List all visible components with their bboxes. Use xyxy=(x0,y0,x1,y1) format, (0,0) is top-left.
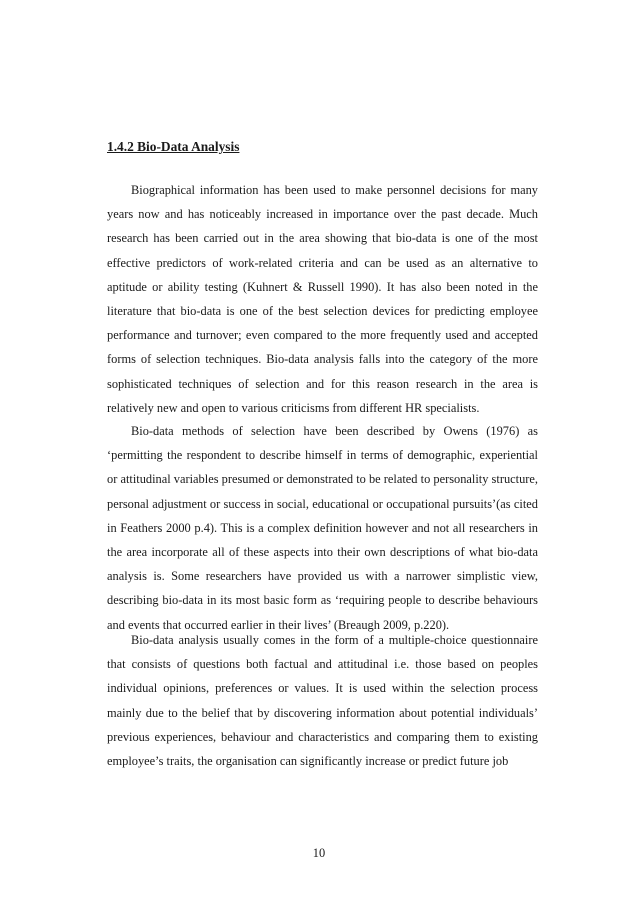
paragraph-biographical-information: Biographical information has been used to make personnel decisions for many years now and has noticeably increased in importance over the past decade. Much research has been carried out in the area showing that bio-data is one of the most effective predictors of work-related criteria and can be used as an alternative to aptitude or ability testing (Kuhnert & Russell 1990). It has also been noted in the literature that bio-data is one of the best selection devices for predicting employee performance and turnover; even compared to the more frequently used and accepted forms of selection techniques. Bio-data analysis falls into the category of the more sophisticated techniques of selection and for this reason research in the area is relatively new and open to various criticisms from different HR specialists. xyxy=(107,183,538,415)
paragraph-biodata-methods: Bio-data methods of selection have been described by Owens (1976) as ‘permitting the respondent to describe himself in terms of demographic, experiential or attitudinal variables presumed or demonstrated to be related to personality structure, personal adjustment or success in social, educational or occupational pursuits’(as cited in Feathers 2000 p.4). This is a complex definition however and not all researchers in the area incorporate all of these aspects into their own descriptions of what bio-data analysis is. Some researchers have provided us with a narrower simplistic view, describing bio-data in its most basic form as ‘requiring people to describe behaviours and events that occurred earlier in their lives’ (Breaugh 2009, p.220). xyxy=(107,424,538,632)
section-heading: 1.4.2 Bio-Data Analysis xyxy=(107,139,240,154)
page-number: 10 xyxy=(312,846,326,860)
paragraph-biodata-questionnaire: Bio-data analysis usually comes in the form of a multiple-choice questionnaire that consists of questions both factual and attitudinal i.e. those based on peoples individual opinions, preferences or values. It is used within the selection process mainly due to the belief that by discovering information about potential individuals’ previous experiences, behaviour and characteristics and comparing them to existing employee’s traits, the organisation can significantly increase or predict future job xyxy=(107,633,538,769)
